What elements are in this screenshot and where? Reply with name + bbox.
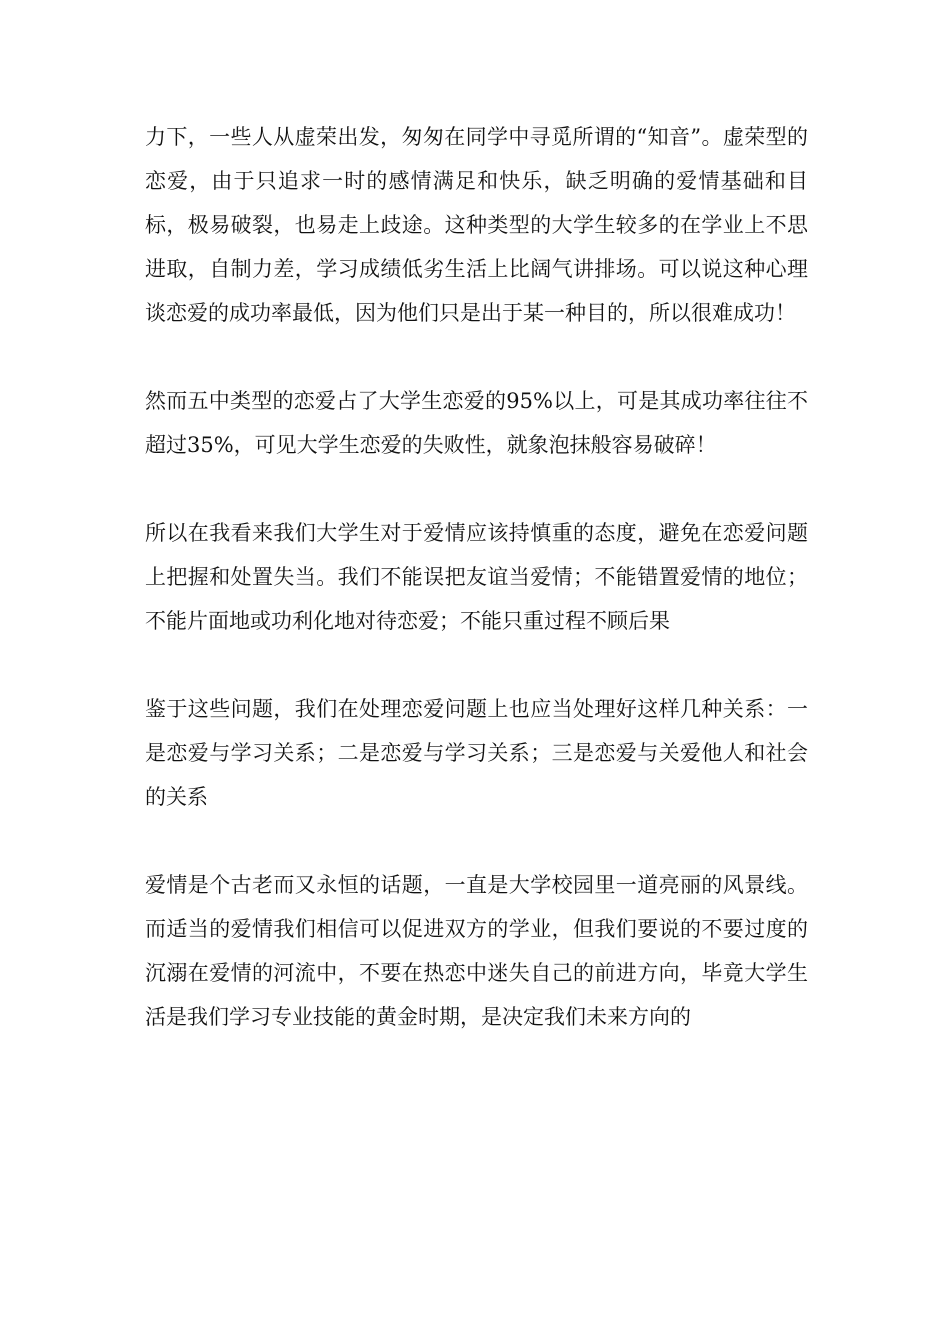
- paragraph-love-topic: 爱情是个古老而又永恒的话题，一直是大学校园里一道亮丽的风景线。而适当的爱情我们相信可以促进双方的学业，但我们要说的不要过度的沉溺在爱情的河流中，不要在热恋中迷失自己的前进方向，毕竟大学生活是我们学习专业技能的黄金时期，是决定我们未来方向的: [145, 873, 808, 1029]
- paragraph-relationships: 鉴于这些问题，我们在处理恋爱问题上也应当处理好这样几种关系：一是恋爱与学习关系；二是恋爱与学习关系；三是恋爱与关爱他人和社会的关系: [145, 697, 808, 809]
- paragraph-cautious-attitude: 所以在我看来我们大学生对于爱情应该持慎重的态度，避免在恋爱问题上把握和处置失当。我们不能误把友谊当爱情；不能错置爱情的地位；不能片面地或功利化地对待恋爱；不能只重过程不顾后果: [145, 521, 808, 633]
- document-body: [145, 115, 808, 1039]
- paragraph-success-rate: 然而五中类型的恋爱占了大学生恋爱的95%以上，可是其成功率往往不超过35%，可见大学生恋爱的失败性，就象泡抹般容易破碎！: [145, 389, 808, 457]
- paragraph-vanity-love: 力下，一些人从虚荣出发，匆匆在同学中寻觅所谓的“知音”。虚荣型的恋爱，由于只追求一时的感情满足和快乐，缺乏明确的爱情基础和目标，极易破裂，也易走上歧途。这种类型的大学生较多的在学业上不思进取，自制力差，学习成绩低劣生活上比阔气讲排场。可以说这种心理谈恋爱的成功率最低，因为他们只是出于某一种目的，所以很难成功！: [145, 125, 808, 325]
